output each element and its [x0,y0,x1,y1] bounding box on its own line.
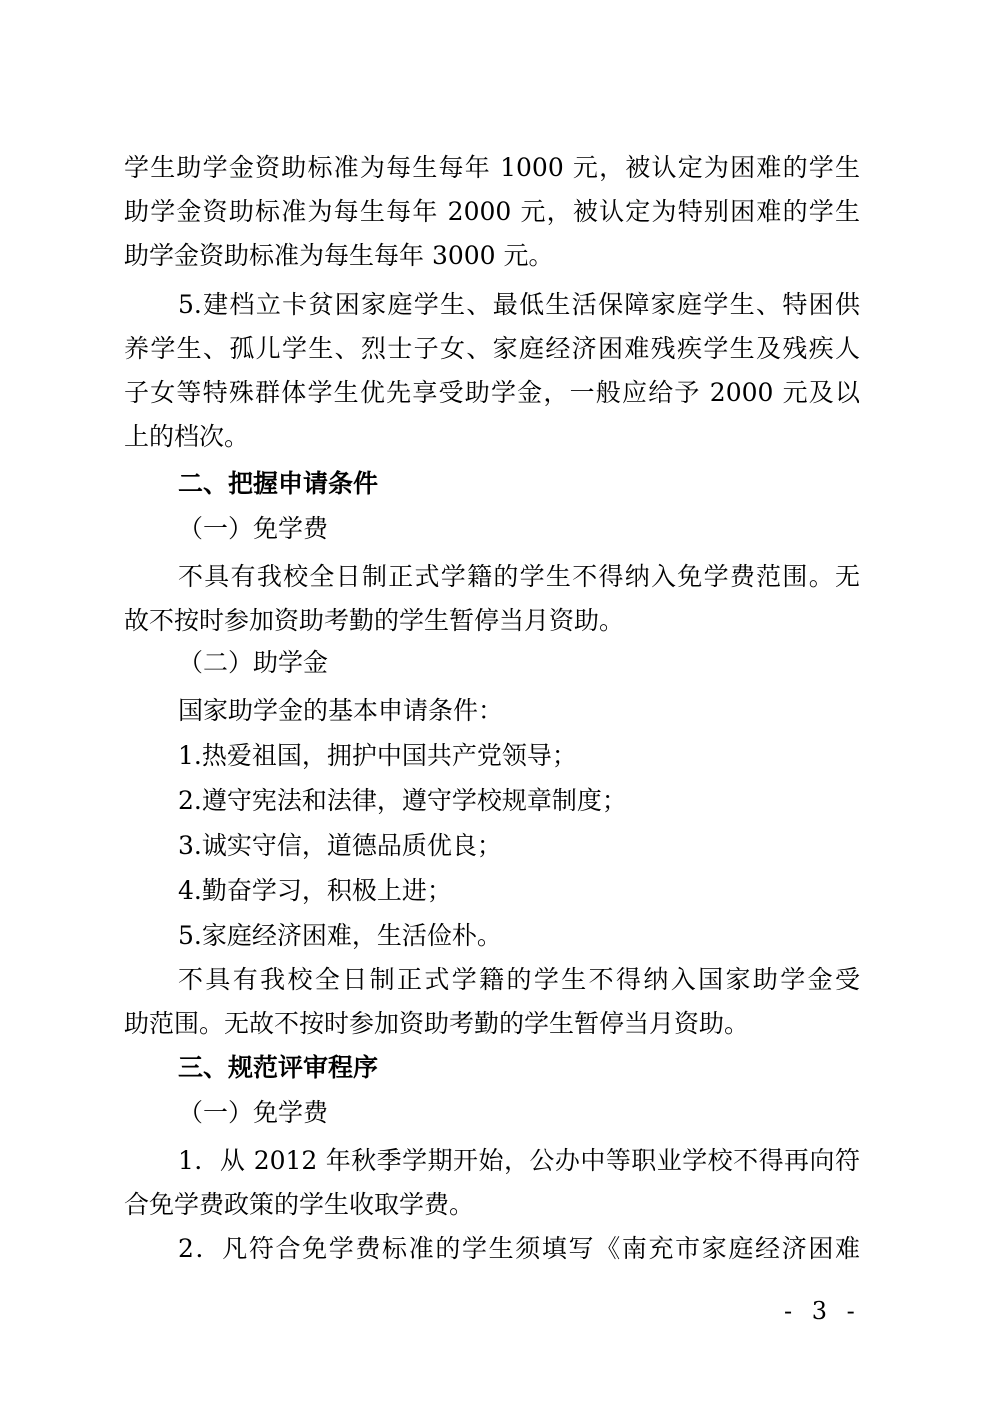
body-text [124,958,864,1046]
text-line: 国家助学金的基本申请条件： [178,696,504,725]
list-item: 2.遵守宪法和法律，遵守学校规章制度； [178,786,627,815]
text-line: 不具有我校全日制正式学籍的学生不得纳入国家助学金受 [178,965,860,994]
text-line: 不具有我校全日制正式学籍的学生不得纳入免学费范围。无 [178,562,860,591]
list-item: 3.诚实守信，道德品质优良； [178,831,502,860]
body-text [124,146,864,278]
section-heading [124,464,864,504]
subsection-heading [124,1093,864,1133]
subsection-heading [124,643,864,683]
list-item: 1.热爱祖国，拥护中国共产党领导； [178,741,577,770]
body-text [124,1229,864,1269]
text-line: 助范围。无故不按时参加资助考勤的学生暂停当月资助。 [124,1009,750,1038]
list-item: 5.家庭经济困难，生活俭朴。 [178,921,502,950]
text-line: 助学金资助标准为每生每年 2000 元，被认定为特别困难的学生 [124,197,860,226]
heading-line: （二）助学金 [178,648,329,677]
text-line: 助学金资助标准为每生每年 3000 元。 [124,241,554,270]
text-line: 5.建档立卡贫困家庭学生、最低生活保障家庭学生、特困供 [178,290,860,319]
text-line: 上的档次。 [124,422,250,451]
heading-line: 二、把握申请条件 [178,469,379,498]
subsection-heading [124,509,864,549]
conditions-list [124,688,864,958]
heading-line: （一）免学费 [178,1098,329,1127]
body-text [124,1139,864,1227]
list-item: 4.勤奋学习，积极上进； [178,876,452,905]
text-line: 2．凡符合免学费标准的学生须填写《南充市家庭经济困难 [178,1234,860,1263]
text-line: 故不按时参加资助考勤的学生暂停当月资助。 [124,606,625,635]
text-line: 学生助学金资助标准为每生每年 1000 元，被认定为困难的学生 [124,153,860,182]
heading-line: 三、规范评审程序 [178,1053,379,1082]
text-line: 养学生、孤儿学生、烈士子女、家庭经济困难残疾学生及残疾人 [124,334,860,363]
section-heading [124,1048,864,1088]
body-text [124,555,864,643]
text-line: 合免学费政策的学生收取学费。 [124,1190,475,1219]
item-5-paragraph [124,283,864,459]
text-line: 1．从 2012 年秋季学期开始，公办中等职业学校不得再向符 [178,1146,860,1175]
heading-line: （一）免学费 [178,514,329,543]
page-number: - 3 - [784,1297,861,1325]
text-line: 子女等特殊群体学生优先享受助学金，一般应给予 2000 元及以 [124,378,860,407]
